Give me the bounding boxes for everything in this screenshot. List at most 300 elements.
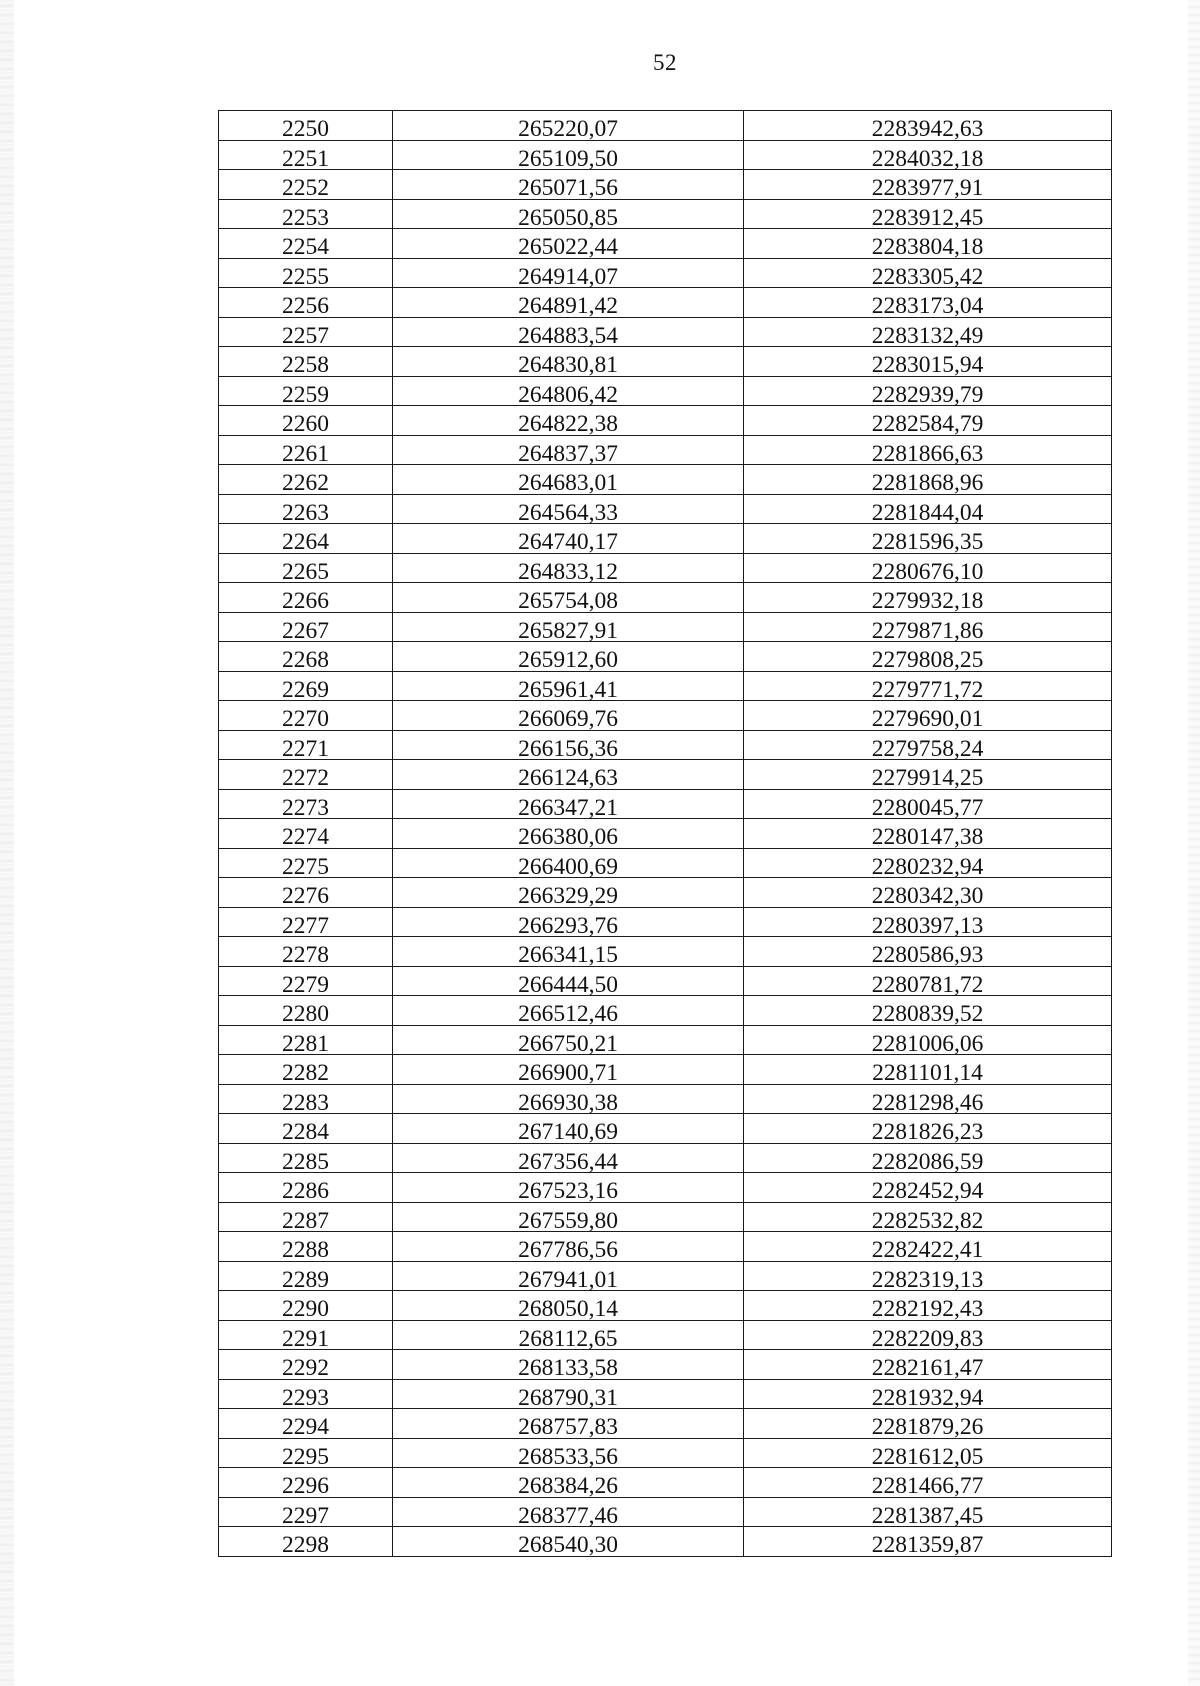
y-coordinate-cell — [744, 789, 1112, 819]
x-coordinate-cell — [393, 258, 744, 288]
x-coordinate-cell — [393, 1143, 744, 1173]
cell-value: 265827,91 — [518, 617, 618, 644]
table-row — [219, 1497, 1112, 1527]
x-coordinate-cell — [393, 996, 744, 1026]
cell-value: 2281 — [282, 1030, 329, 1057]
cell-value: 265912,60 — [518, 647, 618, 673]
cell-value: 2280147,38 — [871, 824, 984, 850]
point-number-cell — [219, 1320, 393, 1350]
cell-value: 268112,65 — [518, 1325, 618, 1352]
cell-value: 266124,63 — [518, 765, 618, 791]
point-number-cell — [219, 671, 393, 701]
cell-value: 2283305,42 — [871, 263, 984, 290]
cell-value: 266347,21 — [518, 794, 618, 821]
cell-value: 266380,06 — [518, 824, 618, 850]
cell-value: 264806,42 — [518, 381, 618, 408]
y-coordinate-cell — [744, 1320, 1112, 1350]
table-row — [219, 111, 1112, 141]
cell-value: 2265 — [282, 558, 329, 585]
cell-value: 265109,50 — [518, 145, 618, 172]
cell-value: 267786,56 — [518, 1237, 618, 1263]
cell-value: 2280781,72 — [871, 971, 984, 998]
x-coordinate-cell — [393, 760, 744, 790]
point-number-cell — [219, 376, 393, 406]
cell-value: 2281879,26 — [871, 1414, 984, 1440]
cell-value: 2283942,63 — [871, 116, 984, 142]
cell-value: 2280045,77 — [871, 794, 984, 821]
y-coordinate-cell — [744, 1202, 1112, 1232]
y-coordinate-cell — [744, 1025, 1112, 1055]
cell-value: 2281596,35 — [871, 529, 984, 555]
cell-value: 265022,44 — [518, 234, 618, 260]
cell-value: 265050,85 — [518, 204, 618, 231]
x-coordinate-cell — [393, 199, 744, 229]
x-coordinate-cell — [393, 111, 744, 141]
point-number-cell — [219, 258, 393, 288]
y-coordinate-cell — [744, 1055, 1112, 1085]
point-number-cell — [219, 1143, 393, 1173]
table-row — [219, 701, 1112, 731]
point-number-cell — [219, 317, 393, 347]
cell-value: 2282532,82 — [871, 1207, 984, 1234]
cell-value: 265220,07 — [518, 116, 618, 142]
cell-value: 2284 — [282, 1119, 329, 1145]
y-coordinate-cell — [744, 583, 1112, 613]
cell-value: 2281006,06 — [871, 1030, 984, 1057]
cell-value: 2290 — [282, 1296, 329, 1322]
x-coordinate-cell — [393, 671, 744, 701]
point-number-cell — [219, 1173, 393, 1203]
x-coordinate-cell — [393, 1468, 744, 1498]
table-row — [219, 730, 1112, 760]
x-coordinate-cell — [393, 1320, 744, 1350]
y-coordinate-cell — [744, 111, 1112, 141]
point-number-cell — [219, 1379, 393, 1409]
x-coordinate-cell — [393, 1232, 744, 1262]
cell-value: 2269 — [282, 676, 329, 703]
cell-value: 267523,16 — [518, 1178, 618, 1204]
cell-value: 2283977,91 — [871, 175, 984, 201]
cell-value: 268050,14 — [518, 1296, 618, 1322]
table-row — [219, 1055, 1112, 1085]
point-number-cell — [219, 347, 393, 377]
cell-value: 2285 — [282, 1148, 329, 1175]
cell-value: 2279871,86 — [871, 617, 984, 644]
y-coordinate-cell — [744, 317, 1112, 347]
point-number-cell — [219, 1350, 393, 1380]
x-coordinate-cell — [393, 1114, 744, 1144]
point-number-cell — [219, 1202, 393, 1232]
table-row — [219, 199, 1112, 229]
point-number-cell — [219, 465, 393, 495]
table-row — [219, 1261, 1112, 1291]
table-row — [219, 170, 1112, 200]
table-row — [219, 406, 1112, 436]
cell-value: 2283912,45 — [871, 204, 984, 231]
cell-value: 2267 — [282, 617, 329, 644]
cell-value: 265754,08 — [518, 588, 618, 614]
cell-value: 267941,01 — [518, 1266, 618, 1293]
x-coordinate-cell — [393, 524, 744, 554]
table-row — [219, 1350, 1112, 1380]
point-number-cell — [219, 1114, 393, 1144]
point-number-cell — [219, 435, 393, 465]
table-row — [219, 1527, 1112, 1557]
scan-right-edge — [1188, 0, 1200, 1686]
y-coordinate-cell — [744, 524, 1112, 554]
cell-value: 2277 — [282, 912, 329, 939]
table-row — [219, 907, 1112, 937]
point-number-cell — [219, 1261, 393, 1291]
table-row — [219, 789, 1112, 819]
x-coordinate-cell — [393, 1173, 744, 1203]
cell-value: 2282584,79 — [871, 411, 984, 437]
y-coordinate-cell — [744, 848, 1112, 878]
x-coordinate-cell — [393, 435, 744, 465]
cell-value: 266444,50 — [518, 971, 618, 998]
cell-value: 266900,71 — [518, 1060, 618, 1086]
cell-value: 2264 — [282, 529, 329, 555]
y-coordinate-cell — [744, 1261, 1112, 1291]
cell-value: 2273 — [282, 794, 329, 821]
cell-value: 2251 — [282, 145, 329, 172]
cell-value: 264837,37 — [518, 440, 618, 467]
cell-value: 2289 — [282, 1266, 329, 1293]
cell-value: 2266 — [282, 588, 329, 614]
y-coordinate-cell — [744, 406, 1112, 436]
cell-value: 2281359,87 — [871, 1532, 984, 1558]
table-row — [219, 140, 1112, 170]
cell-value: 2280676,10 — [871, 558, 984, 585]
cell-value: 268540,30 — [518, 1532, 618, 1558]
cell-value: 267140,69 — [518, 1119, 618, 1145]
cell-value: 2291 — [282, 1325, 329, 1352]
cell-value: 2250 — [282, 116, 329, 142]
cell-value: 2281866,63 — [871, 440, 984, 467]
table-row — [219, 996, 1112, 1026]
cell-value: 2262 — [282, 470, 329, 496]
y-coordinate-cell — [744, 1291, 1112, 1321]
x-coordinate-cell — [393, 288, 744, 318]
y-coordinate-cell — [744, 1232, 1112, 1262]
cell-value: 2281466,77 — [871, 1473, 984, 1499]
y-coordinate-cell — [744, 553, 1112, 583]
cell-value: 2268 — [282, 647, 329, 673]
y-coordinate-cell — [744, 642, 1112, 672]
cell-value: 2298 — [282, 1532, 329, 1558]
y-coordinate-cell — [744, 199, 1112, 229]
y-coordinate-cell — [744, 612, 1112, 642]
y-coordinate-cell — [744, 996, 1112, 1026]
x-coordinate-cell — [393, 1025, 744, 1055]
cell-value: 2282939,79 — [871, 381, 984, 408]
cell-value: 2280342,30 — [871, 883, 984, 909]
cell-value: 2282319,13 — [871, 1266, 984, 1293]
point-number-cell — [219, 524, 393, 554]
x-coordinate-cell — [393, 1055, 744, 1085]
cell-value: 2280839,52 — [871, 1001, 984, 1027]
cell-value: 2281298,46 — [871, 1089, 984, 1116]
cell-value: 2297 — [282, 1502, 329, 1529]
cell-value: 2281932,94 — [871, 1384, 984, 1411]
x-coordinate-cell — [393, 789, 744, 819]
x-coordinate-cell — [393, 229, 744, 259]
y-coordinate-cell — [744, 701, 1112, 731]
point-number-cell — [219, 406, 393, 436]
cell-value: 2281612,05 — [871, 1443, 984, 1470]
y-coordinate-cell — [744, 1084, 1112, 1114]
table-row — [219, 612, 1112, 642]
table-row — [219, 937, 1112, 967]
cell-value: 268133,58 — [518, 1355, 618, 1381]
cell-value: 2279771,72 — [871, 676, 984, 703]
cell-value: 264740,17 — [518, 529, 618, 555]
cell-value: 268533,56 — [518, 1443, 618, 1470]
x-coordinate-cell — [393, 347, 744, 377]
table-row — [219, 229, 1112, 259]
x-coordinate-cell — [393, 140, 744, 170]
table-row — [219, 583, 1112, 613]
point-number-cell — [219, 612, 393, 642]
x-coordinate-cell — [393, 1202, 744, 1232]
cell-value: 2294 — [282, 1414, 329, 1440]
cell-value: 2280586,93 — [871, 942, 984, 968]
point-number-cell — [219, 199, 393, 229]
cell-value: 2284032,18 — [871, 145, 984, 172]
cell-value: 2280397,13 — [871, 912, 984, 939]
cell-value: 2260 — [282, 411, 329, 437]
cell-value: 2286 — [282, 1178, 329, 1204]
cell-value: 2283173,04 — [871, 293, 984, 319]
cell-value: 2281387,45 — [871, 1502, 984, 1529]
point-number-cell — [219, 1438, 393, 1468]
cell-value: 268790,31 — [518, 1384, 618, 1411]
cell-value: 264564,33 — [518, 499, 618, 526]
point-number-cell — [219, 819, 393, 849]
cell-value: 2253 — [282, 204, 329, 231]
y-coordinate-cell — [744, 288, 1112, 318]
cell-value: 266341,15 — [518, 942, 618, 968]
cell-value: 2263 — [282, 499, 329, 526]
cell-value: 2282422,41 — [871, 1237, 984, 1263]
cell-value: 2292 — [282, 1355, 329, 1381]
point-number-cell — [219, 966, 393, 996]
cell-value: 2281844,04 — [871, 499, 984, 526]
table-row — [219, 524, 1112, 554]
cell-value: 264891,42 — [518, 293, 618, 319]
cell-value: 2279932,18 — [871, 588, 984, 614]
x-coordinate-cell — [393, 937, 744, 967]
cell-value: 264833,12 — [518, 558, 618, 585]
cell-value: 266293,76 — [518, 912, 618, 939]
x-coordinate-cell — [393, 1438, 744, 1468]
scan-left-edge — [0, 0, 14, 1686]
point-number-cell — [219, 907, 393, 937]
cell-value: 2255 — [282, 263, 329, 290]
table-row — [219, 760, 1112, 790]
table-row — [219, 1025, 1112, 1055]
x-coordinate-cell — [393, 966, 744, 996]
point-number-cell — [219, 760, 393, 790]
cell-value: 2256 — [282, 293, 329, 319]
cell-value: 2276 — [282, 883, 329, 909]
cell-value: 2279 — [282, 971, 329, 998]
table-row — [219, 1409, 1112, 1439]
x-coordinate-cell — [393, 553, 744, 583]
cell-value: 264683,01 — [518, 470, 618, 496]
cell-value: 268384,26 — [518, 1473, 618, 1499]
table-row — [219, 317, 1112, 347]
cell-value: 2280 — [282, 1001, 329, 1027]
cell-value: 266329,29 — [518, 883, 618, 909]
point-number-cell — [219, 937, 393, 967]
cell-value: 2271 — [282, 735, 329, 762]
point-number-cell — [219, 701, 393, 731]
y-coordinate-cell — [744, 376, 1112, 406]
cell-value: 266156,36 — [518, 735, 618, 762]
cell-value: 266069,76 — [518, 706, 618, 732]
cell-value: 2270 — [282, 706, 329, 732]
point-number-cell — [219, 642, 393, 672]
x-coordinate-cell — [393, 848, 744, 878]
y-coordinate-cell — [744, 347, 1112, 377]
table-row — [219, 671, 1112, 701]
y-coordinate-cell — [744, 1468, 1112, 1498]
table-row — [219, 848, 1112, 878]
cell-value: 264830,81 — [518, 352, 618, 378]
point-number-cell — [219, 848, 393, 878]
table-row — [219, 1291, 1112, 1321]
cell-value: 264914,07 — [518, 263, 618, 290]
y-coordinate-cell — [744, 140, 1112, 170]
x-coordinate-cell — [393, 1409, 744, 1439]
cell-value: 2283132,49 — [871, 322, 984, 349]
point-number-cell — [219, 996, 393, 1026]
table-row — [219, 553, 1112, 583]
cell-value: 2279808,25 — [871, 647, 984, 673]
cell-value: 267559,80 — [518, 1207, 618, 1234]
cell-value: 2279690,01 — [871, 706, 984, 732]
cell-value: 2282192,43 — [871, 1296, 984, 1322]
y-coordinate-cell — [744, 878, 1112, 908]
coordinates-table — [218, 110, 1112, 1557]
y-coordinate-cell — [744, 1114, 1112, 1144]
point-number-cell — [219, 1468, 393, 1498]
table-row — [219, 347, 1112, 377]
point-number-cell — [219, 730, 393, 760]
table-row — [219, 494, 1112, 524]
x-coordinate-cell — [393, 819, 744, 849]
cell-value: 2287 — [282, 1207, 329, 1234]
table-row — [219, 258, 1112, 288]
coordinates-table-body — [219, 111, 1112, 1557]
x-coordinate-cell — [393, 317, 744, 347]
table-row — [219, 376, 1112, 406]
point-number-cell — [219, 1055, 393, 1085]
y-coordinate-cell — [744, 1379, 1112, 1409]
y-coordinate-cell — [744, 1173, 1112, 1203]
table-row — [219, 1320, 1112, 1350]
table-row — [219, 878, 1112, 908]
point-number-cell — [219, 1497, 393, 1527]
x-coordinate-cell — [393, 1527, 744, 1557]
cell-value: 2272 — [282, 765, 329, 791]
cell-value: 265961,41 — [518, 676, 618, 703]
x-coordinate-cell — [393, 494, 744, 524]
point-number-cell — [219, 583, 393, 613]
cell-value: 2281868,96 — [871, 470, 984, 496]
cell-value: 2283015,94 — [871, 352, 984, 378]
y-coordinate-cell — [744, 170, 1112, 200]
point-number-cell — [219, 170, 393, 200]
cell-value: 267356,44 — [518, 1148, 618, 1175]
cell-value: 2283804,18 — [871, 234, 984, 260]
point-number-cell — [219, 1291, 393, 1321]
cell-value: 2281826,23 — [871, 1119, 984, 1145]
y-coordinate-cell — [744, 435, 1112, 465]
x-coordinate-cell — [393, 878, 744, 908]
x-coordinate-cell — [393, 1261, 744, 1291]
table-row — [219, 288, 1112, 318]
cell-value: 264822,38 — [518, 411, 618, 437]
cell-value: 266930,38 — [518, 1089, 618, 1116]
table-row — [219, 1143, 1112, 1173]
cell-value: 268757,83 — [518, 1414, 618, 1440]
cell-value: 2279758,24 — [871, 735, 984, 762]
table-row — [219, 642, 1112, 672]
cell-value: 2278 — [282, 942, 329, 968]
cell-value: 264883,54 — [518, 322, 618, 349]
cell-value: 2282 — [282, 1060, 329, 1086]
point-number-cell — [219, 1025, 393, 1055]
point-number-cell — [219, 140, 393, 170]
cell-value: 2288 — [282, 1237, 329, 1263]
x-coordinate-cell — [393, 1084, 744, 1114]
table-row — [219, 465, 1112, 495]
table-row — [219, 1084, 1112, 1114]
y-coordinate-cell — [744, 819, 1112, 849]
cell-value: 265071,56 — [518, 175, 618, 201]
point-number-cell — [219, 878, 393, 908]
table-row — [219, 1468, 1112, 1498]
table-row — [219, 1173, 1112, 1203]
cell-value: 2296 — [282, 1473, 329, 1499]
x-coordinate-cell — [393, 1379, 744, 1409]
table-row — [219, 435, 1112, 465]
cell-value: 2275 — [282, 853, 329, 880]
page-number: 52 — [653, 50, 677, 75]
cell-value: 2283 — [282, 1089, 329, 1116]
cell-value: 2259 — [282, 381, 329, 408]
x-coordinate-cell — [393, 170, 744, 200]
cell-value: 2281101,14 — [872, 1060, 983, 1086]
point-number-cell — [219, 789, 393, 819]
x-coordinate-cell — [393, 1350, 744, 1380]
y-coordinate-cell — [744, 730, 1112, 760]
cell-value: 2282452,94 — [871, 1178, 984, 1204]
y-coordinate-cell — [744, 907, 1112, 937]
x-coordinate-cell — [393, 376, 744, 406]
y-coordinate-cell — [744, 1497, 1112, 1527]
cell-value: 2280232,94 — [871, 853, 984, 880]
x-coordinate-cell — [393, 1291, 744, 1321]
cell-value: 266400,69 — [518, 853, 618, 880]
point-number-cell — [219, 553, 393, 583]
table-row — [219, 1379, 1112, 1409]
y-coordinate-cell — [744, 937, 1112, 967]
y-coordinate-cell — [744, 229, 1112, 259]
x-coordinate-cell — [393, 465, 744, 495]
